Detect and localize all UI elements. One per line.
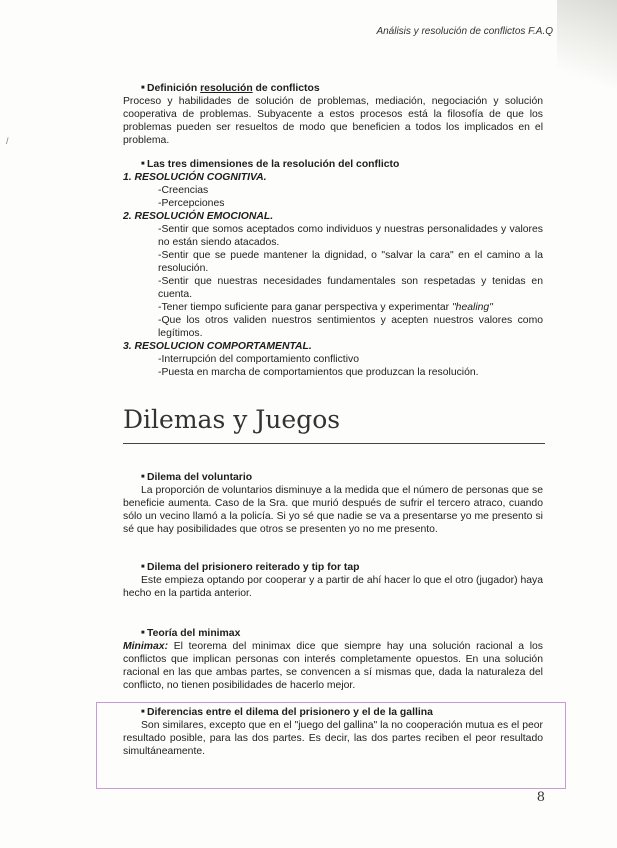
list-item: -Puesta en marcha de comportamientos que produzcan la resolución. [158,367,479,378]
bullet-icon: ■ [141,709,145,715]
dimension-title: 2. RESOLUCIÓN EMOCIONAL. [123,211,274,222]
bullet-icon: ■ [141,630,145,636]
section-minimax [123,627,543,692]
title-rule [123,443,545,444]
bullet-icon: ■ [141,564,145,570]
section-definicion [123,82,543,147]
section-text: Proceso y habilidades de solución de problemas, mediación, negociación y solución cooperativa de problemas. Subyacente a estos procesos está la filosofía de que los problemas pueden ser resueltos de modo que beneficien a todos los implicados en el problema. [123,96,543,146]
section-gallina [123,706,543,758]
bullet-icon: ■ [141,85,145,91]
list-item: -Sentir que nuestras necesidades fundamentales son respetadas y tenidas en cuenta. [158,276,543,300]
page-fold-shadow [557,0,617,110]
section-text: Minimax: El teorema del minimax dice que siempre hay una solución racional a los conflictos que implican personas con interés completamente opuestos. En una solución racional en las que ambas partes, se convencen a sí mismas que, dada la naturaleza del conflicto, no tienen posibilidades de hacerlo mejor. [123,641,543,691]
bullet-icon: ■ [141,161,145,167]
page-title: Dilemas y Juegos [123,405,341,434]
section-heading: ■ Dilema del voluntario [123,471,543,484]
section-prisionero [123,561,543,600]
section-heading: ■ Teoría del minimax [123,627,543,640]
section-voluntario [123,471,543,536]
running-header: Análisis y resolución de conflictos F.A.Q [376,26,553,37]
section-dimensiones [123,158,543,379]
section-heading: ■ Las tres dimensiones de la resolución del conflicto [123,158,543,171]
list-item: -Que los otros validen nuestros sentimientos y acepten nuestros valores como legítimos. [158,315,543,339]
list-item: -Interrupción del comportamiento conflictivo [158,354,359,365]
dimension-title: 3. RESOLUCION COMPORTAMENTAL. [123,341,312,352]
section-text: Este empieza optando por cooperar y a partir de ahí hacer lo que el otro (jugador) haya hecho en la partida anterior. [123,575,544,599]
page-number: 8 [536,790,545,805]
margin-mark: / [6,136,9,146]
underlined-word: resolución [200,83,253,94]
dimension-title: 1. RESOLUCIÓN COGNITIVA. [123,172,267,183]
list-item: -Creencias [158,185,209,196]
list-item: -Percepciones [158,198,225,209]
list-item: -Tener tiempo suficiente para ganar perspectiva y experimentar "healing" [158,302,493,313]
list-item: -Sentir que somos aceptados como individuos y nuestras personalidades y valores no están siendo atacados. [158,224,543,248]
section-heading: ■ Definición resolución de conflictos [123,82,543,95]
section-text: Son similares, excepto que en el "juego del gallina" la no cooperación mutua es el peor resultado posible, para las dos partes. Es decir, las dos partes reciben el peor resultado simultáneamente. [123,720,543,757]
list-item: -Sentir que se puede mantener la dignidad, o "salvar la cara" en el camino a la resolución. [158,250,543,274]
bullet-icon: ■ [141,474,145,480]
section-heading: ■ Diferencias entre el dilema del prisionero y el de la gallina [123,706,543,719]
section-text: La proporción de voluntarios disminuye a la medida que el número de personas que se beneficie aumenta. Caso de la Sra. que murió después de sufrir el tercero atraco, cuando sólo un vecino llamó a la policía. Si yo sé que nadie se va a presentarse yo me presento si sé que hay posibilidades que otros se presenten yo no me presento. [123,485,543,535]
section-heading: ■ Dilema del prisionero reiterado y tip for tap [123,561,543,574]
